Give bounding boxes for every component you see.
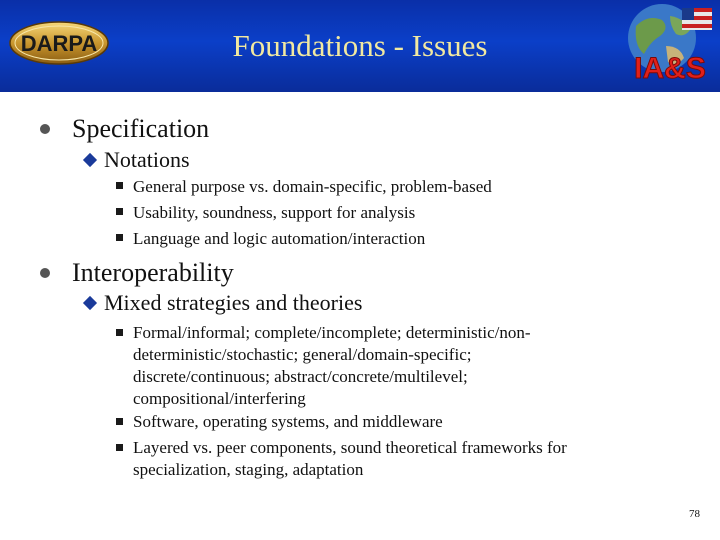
slide-header [0, 0, 720, 92]
ias-logo-text: IA&S [634, 52, 706, 85]
outline-item-formal-informal-line-1: Formal/informal; complete/incomplete; deterministic/non- [133, 323, 531, 342]
square-bullet-icon [116, 182, 123, 189]
diamond-bullet-icon [83, 153, 97, 167]
outline-item-interoperability: Interoperability [72, 258, 234, 287]
square-bullet-icon [116, 234, 123, 241]
slide-title: Foundations - Issues [232, 28, 488, 63]
outline-item-layered-line-2: specialization, staging, adaptation [133, 460, 364, 479]
outline-item-mixed-strategies: Mixed strategies and theories [104, 290, 363, 315]
bullet-dot-icon [40, 268, 50, 278]
ias-globe-logo [614, 2, 718, 90]
outline-item-usability: Usability, soundness, support for analysis [133, 203, 416, 222]
outline-item-formal-informal-line-3: discrete/continuous; abstract/concrete/multilevel; [133, 367, 468, 386]
page-number: 78 [689, 508, 700, 520]
outline-item-general-purpose: General purpose vs. domain-specific, problem-based [133, 177, 492, 196]
square-bullet-icon [116, 329, 123, 336]
square-bullet-icon [116, 444, 123, 451]
square-bullet-icon [116, 418, 123, 425]
outline-item-formal-informal-line-4: compositional/interfering [133, 389, 306, 408]
outline-item-language-logic: Language and logic automation/interaction [133, 229, 426, 248]
bullet-dot-icon [40, 124, 50, 134]
darpa-logo [8, 20, 110, 66]
outline-item-formal-informal-line-2: deterministic/stochastic; general/domain-specific; [133, 345, 472, 364]
outline-item-layered-line-1: Layered vs. peer components, sound theoretical frameworks for [133, 438, 567, 457]
square-bullet-icon [116, 208, 123, 215]
outline-item-notations: Notations [104, 147, 190, 172]
diamond-bullet-icon [83, 296, 97, 310]
outline-item-specification: Specification [72, 114, 210, 143]
outline-item-software: Software, operating systems, and middleware [133, 412, 443, 431]
darpa-logo-text: DARPA [20, 31, 98, 56]
